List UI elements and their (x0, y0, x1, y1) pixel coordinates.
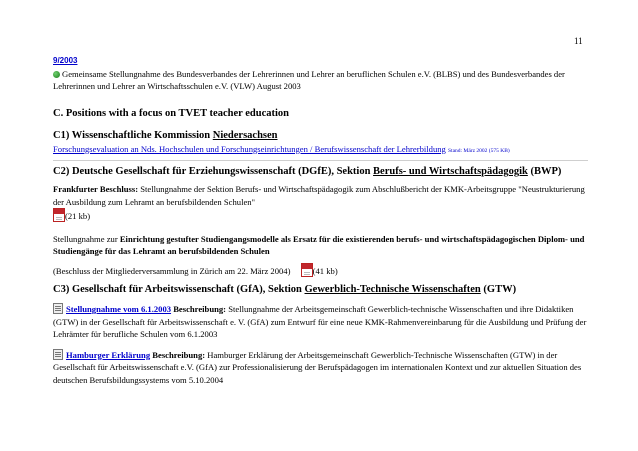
file-size-2: (41 kb) (312, 265, 338, 276)
green-dot-icon (53, 71, 60, 78)
c3-item-2-label: Beschreibung: (150, 349, 206, 360)
c1-evaluation-link[interactable]: Forschungsevaluation an Nds. Hochschulen und Forschungseinrichtungen / Berufswissenschaft der Lehrerbildung (53, 143, 446, 154)
entry-9-2003 (53, 54, 588, 93)
frankfurt-text: Stellungnahme der Sektion Berufs- und Wirtschaftspädagogik zum Abschlußbericht der KMK-Arbeitsgruppe "Neustrukturierung der Ausbildung zum Lehramt an berufsbildenden Schulen" (53, 184, 585, 207)
c1-heading (53, 129, 588, 143)
pdf-line-1 (53, 208, 588, 223)
c1-stand: Stand: März 2002 (575 KB) (448, 147, 510, 154)
c2-heading (53, 165, 588, 179)
pdf-icon[interactable] (301, 263, 313, 277)
document-body (53, 54, 588, 386)
document-icon (53, 349, 63, 360)
frankfurt-paragraph (53, 183, 588, 208)
c2-heading-link[interactable]: Berufs- und Wirtschaftspädagogik (373, 166, 528, 177)
beschluss-line (53, 263, 588, 278)
c3-heading-prefix: C3) Gesellschaft für Arbeitswissenschaft (GfA), Sektion (53, 284, 305, 295)
c2-heading-suffix: (BWP) (527, 166, 562, 177)
c3-item-1-link[interactable]: Stellungnahme vom 6.1.2003 (66, 304, 172, 314)
c3-heading-link[interactable]: Gewerblich-Technische Wissenschaften (304, 284, 481, 295)
document-icon (53, 303, 63, 314)
c3-item-1 (53, 303, 588, 341)
file-size-1: (21 kb) (65, 211, 91, 221)
stellungnahme-bold: Einrichtung gestufter Studiengangsmodelle als Ersatz für die existierenden berufs- und wirtschaftspädagogischen Diplom- und Studiengänge für das Lehramt an berufsbildenden Schulen (53, 233, 585, 256)
c3-item-2 (53, 349, 588, 387)
beschluss-text: (Beschluss der Mitgliederversammlung in Zürich am 22. März 2004) (53, 265, 291, 276)
c1-line (53, 143, 588, 158)
c1-heading-prefix: C1) Wissenschaftliche Kommission (53, 129, 213, 141)
c2-heading-prefix: C2) Deutsche Gesellschaft für Erziehungswissenschaft (DGfE), Sektion (53, 166, 374, 177)
page-number: 11 (574, 36, 583, 46)
stellungnahme-paragraph (53, 233, 588, 258)
section-c-title: C. Positions with a focus on TVET teacher education (53, 107, 289, 119)
c3-heading (53, 283, 588, 297)
entry-text: Gemeinsame Stellungnahme des Bundesverbandes der Lehrerinnen und Lehrer an beruflichen Schulen e.V. (BLBS) und des Bundesverbandes der Lehrerinnen und Lehrer an Wirtschaftsschulen e.V. (VLW) August 2003 (53, 68, 565, 91)
c1-heading-link[interactable]: Niedersachsen (212, 129, 278, 141)
divider (53, 160, 588, 161)
date-link[interactable]: 9/2003 (53, 56, 78, 65)
stellungnahme-prefix: Stellungnahme zur (53, 233, 120, 244)
pdf-icon[interactable] (53, 208, 65, 222)
frankfurt-label: Frankfurter Beschluss: (53, 184, 139, 194)
c3-item-1-label: Beschreibung: (171, 304, 227, 314)
c3-item-2-link[interactable]: Hamburger Erklärung (66, 349, 151, 360)
c3-item-1-text: Stellungnahme der Arbeitsgemeinschaft Gewerblich-technische Wissenschaften und ihre Didaktiken (GTW) in der Gesellschaft für Arbeitswissenschaft e. V. (GfA) zum Entwurf für eine neue KMK-Rahmenvereinbarung für die Ausbildung und Prüfung der Lehrämter für berufliche Schulen vom 6.1.2003 (53, 304, 587, 339)
c3-item-2-text: Hamburger Erklärung der Arbeitsgemeinschaft Gewerblich-Technische Wissenschaften (GTW) in der Gesellschaft für Arbeitswissenschaft e.V. (GfA) zur Professionalisierung der Berufspädagogen im internationalen Kontext und zur aktuellen Situation des deutschen Berufsbildungssystems vom 5.10.2004 (53, 349, 582, 385)
c3-heading-suffix: (GTW) (480, 284, 517, 295)
